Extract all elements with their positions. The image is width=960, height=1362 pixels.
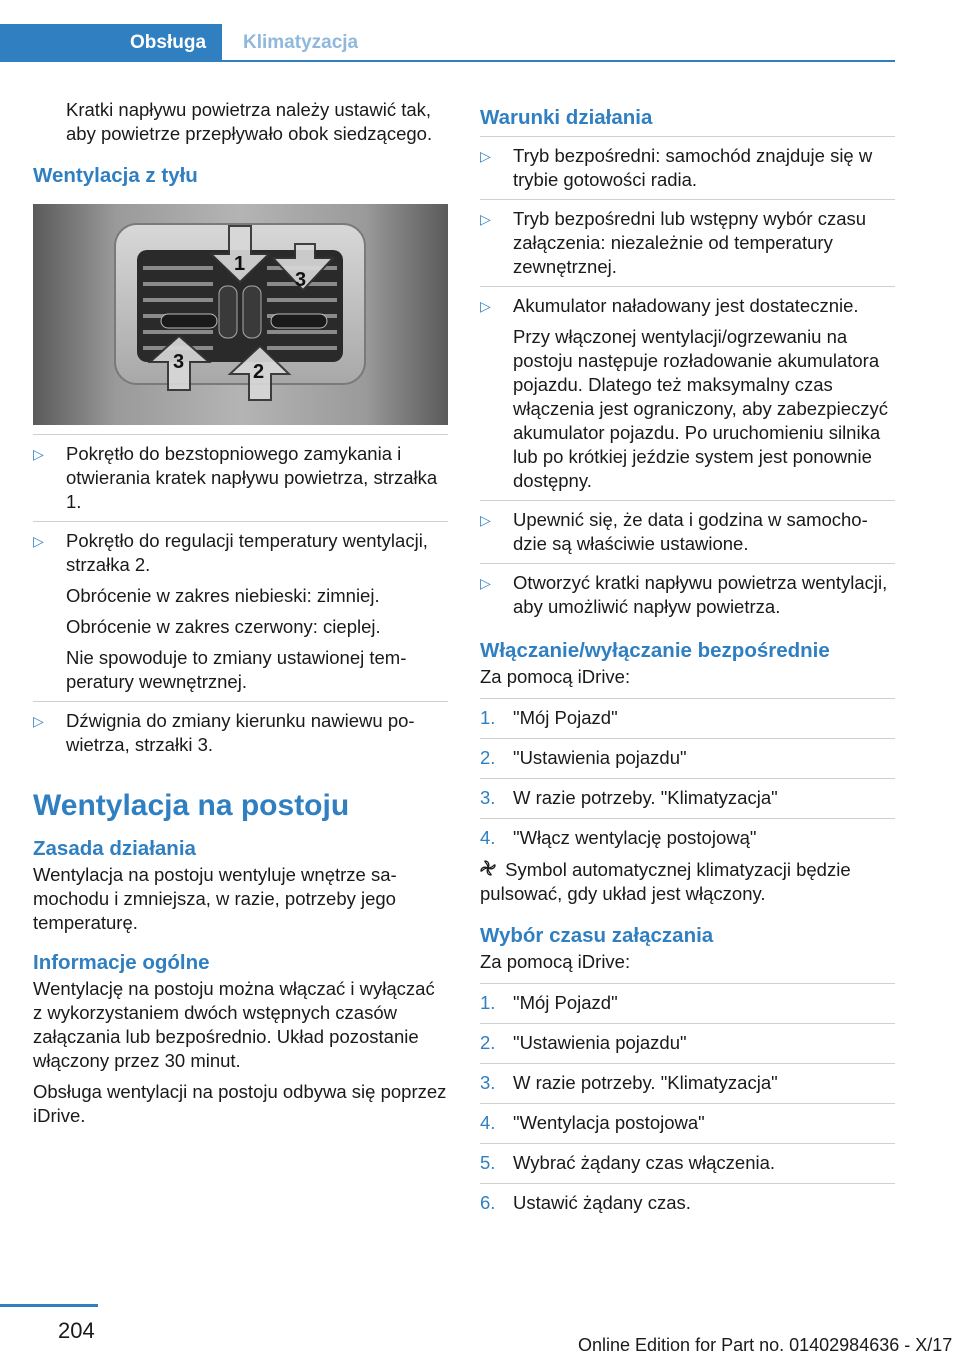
general-paragraph-1: Wentylację na postoju można włączać i wyłączać z wykorzystaniem dwóch wstępnych czasów załączania lub bezpośrednio. Układ pozostanie włączony przez 30 minut.	[33, 978, 435, 1071]
triangle-bullet-icon: ▷	[480, 211, 491, 227]
divider	[480, 818, 895, 819]
heading-principle: Zasada działania	[33, 837, 196, 860]
figure-label-3-left: 3	[173, 351, 185, 373]
divider	[480, 738, 895, 739]
list-subparagraph: Przy włączonej wentylacji/ogrzewaniu na postoju następuje rozładowanie akumulatora pojazdu. Dlatego też maksymalny czas włączenia jest ograniczony, aby zabezpieczyć akumulator pojazdu. Po uruchomieniu silnika lub po krótkiej jeździe system jest ponownie dostępny.	[513, 326, 888, 491]
divider	[33, 701, 448, 702]
triangle-bullet-icon: ▷	[480, 512, 491, 528]
list-item: ▷ Tryb bezpośredni: samochód znajduje się w trybie gotowości radia.	[480, 145, 873, 190]
figure-label-2: 2	[253, 361, 265, 383]
edition-note: Online Edition for Part no. 01402984636 - X/17	[578, 1335, 953, 1355]
figure-label-3-right: 3	[295, 269, 307, 291]
heading-parked-ventilation: Wentylacja na postoju	[33, 789, 350, 822]
list-subparagraph: Obrócenie w zakres niebieski: zimniej.	[66, 585, 380, 606]
general-paragraph-2: Obsługa wentylacji na postoju odbywa się poprzez iDrive.	[33, 1081, 447, 1126]
numbered-step: 3. W razie potrzeby. "Klimatyzacja"	[480, 1072, 778, 1093]
divider	[480, 1063, 895, 1064]
numbered-step: 5. Wybrać żądany czas włączenia.	[480, 1152, 776, 1173]
list-item: ▷ Dźwignia do zmiany kierunku nawiewu powietrza, strzałki 3.	[33, 710, 415, 755]
heading-rear-ventilation: Wentylacja z tyłu	[33, 164, 198, 187]
footer-rule	[0, 1304, 98, 1307]
divider	[33, 521, 448, 522]
numbered-step: 4. "Włącz wentylację postojową"	[480, 827, 757, 848]
list-item: ▷ Otworzyć kratki napływu powietrza wentylacji, aby umożliwić napływ powietrza.	[480, 572, 888, 617]
triangle-bullet-icon: ▷	[33, 533, 44, 549]
divider	[480, 136, 895, 137]
divider	[480, 983, 895, 984]
page-number: 204	[58, 1318, 95, 1343]
divider	[480, 500, 895, 501]
symbol-note: Symbol automatycznej klimatyzacji będzie pulsować, gdy układ jest włączony.	[480, 859, 851, 904]
divider	[480, 698, 895, 699]
numbered-step: 1. "Mój Pojazd"	[480, 707, 618, 728]
rear-vent-figure	[33, 204, 448, 425]
right-column	[480, 104, 895, 1223]
list-subparagraph: Obrócenie w zakres czerwony: cieplej.	[66, 616, 381, 637]
numbered-step: 3. W razie potrzeby. "Klimatyzacja"	[480, 787, 778, 808]
principle-paragraph: Wentylacja na postoju wentyluje wnętrze samochodu i zmniejsza, w razie, potrzeby jego temperaturę.	[33, 864, 397, 933]
divider	[33, 434, 448, 435]
list-item: ▷ Pokrętło do bezstopniowego zamykania i otwierania kratek napływu powietrza, strzałka 1.	[33, 443, 438, 512]
divider	[480, 1103, 895, 1104]
triangle-bullet-icon: ▷	[33, 446, 44, 462]
triangle-bullet-icon: ▷	[480, 148, 491, 164]
header-tab-obsluga[interactable]: Obsługa	[0, 24, 222, 62]
list-item: ▷ Pokrętło do regulacji temperatury wentylacji, strzałka 2.	[33, 530, 428, 575]
triangle-bullet-icon: ▷	[33, 713, 44, 729]
divider	[480, 1023, 895, 1024]
fan-icon	[480, 858, 500, 882]
triangle-bullet-icon: ▷	[480, 298, 491, 314]
header-rule	[0, 60, 895, 62]
numbered-step: 6. Ustawić żądany czas.	[480, 1192, 691, 1213]
header-tab-klimatyzacja[interactable]: Klimatyzacja	[243, 32, 359, 53]
numbered-step: 1. "Mój Pojazd"	[480, 992, 618, 1013]
timer-intro: Za pomocą iDrive:	[480, 951, 631, 972]
figure-label-1: 1	[234, 253, 246, 275]
intro-paragraph: Kratki napływu powietrza należy ustawić tak, aby powietrze przepływało obok siedzącego.	[66, 99, 433, 144]
left-column	[33, 98, 448, 1135]
divider	[480, 778, 895, 779]
numbered-step: 2. "Ustawienia pojazdu"	[480, 1032, 687, 1053]
divider	[480, 1183, 895, 1184]
divider	[480, 563, 895, 564]
divider	[480, 199, 895, 200]
list-subparagraph: Nie spowoduje to zmiany ustawionej temperatury wewnętrznej.	[66, 647, 407, 692]
numbered-step: 2. "Ustawienia pojazdu"	[480, 747, 687, 768]
triangle-bullet-icon: ▷	[480, 575, 491, 591]
divider	[480, 1143, 895, 1144]
numbered-step: 4. "Wentylacja postojowa"	[480, 1112, 705, 1133]
heading-timer: Wybór czasu załączania	[480, 924, 714, 947]
list-item: ▷ Upewnić się, że data i godzina w samochodzie są właściwie ustawione.	[480, 509, 868, 554]
list-item: ▷ Akumulator naładowany jest dostatecznie.	[480, 295, 859, 316]
heading-direct-switching: Włączanie/wyłączanie bezpośrednie	[480, 639, 830, 662]
divider	[480, 286, 895, 287]
heading-conditions: Warunki działania	[480, 106, 653, 129]
direct-intro: Za pomocą iDrive:	[480, 666, 631, 687]
list-item: ▷ Tryb bezpośredni lub wstępny wybór czasu załączenia: niezależnie od temperatury zewnętrznej.	[480, 208, 867, 277]
heading-general-info: Informacje ogólne	[33, 951, 210, 974]
